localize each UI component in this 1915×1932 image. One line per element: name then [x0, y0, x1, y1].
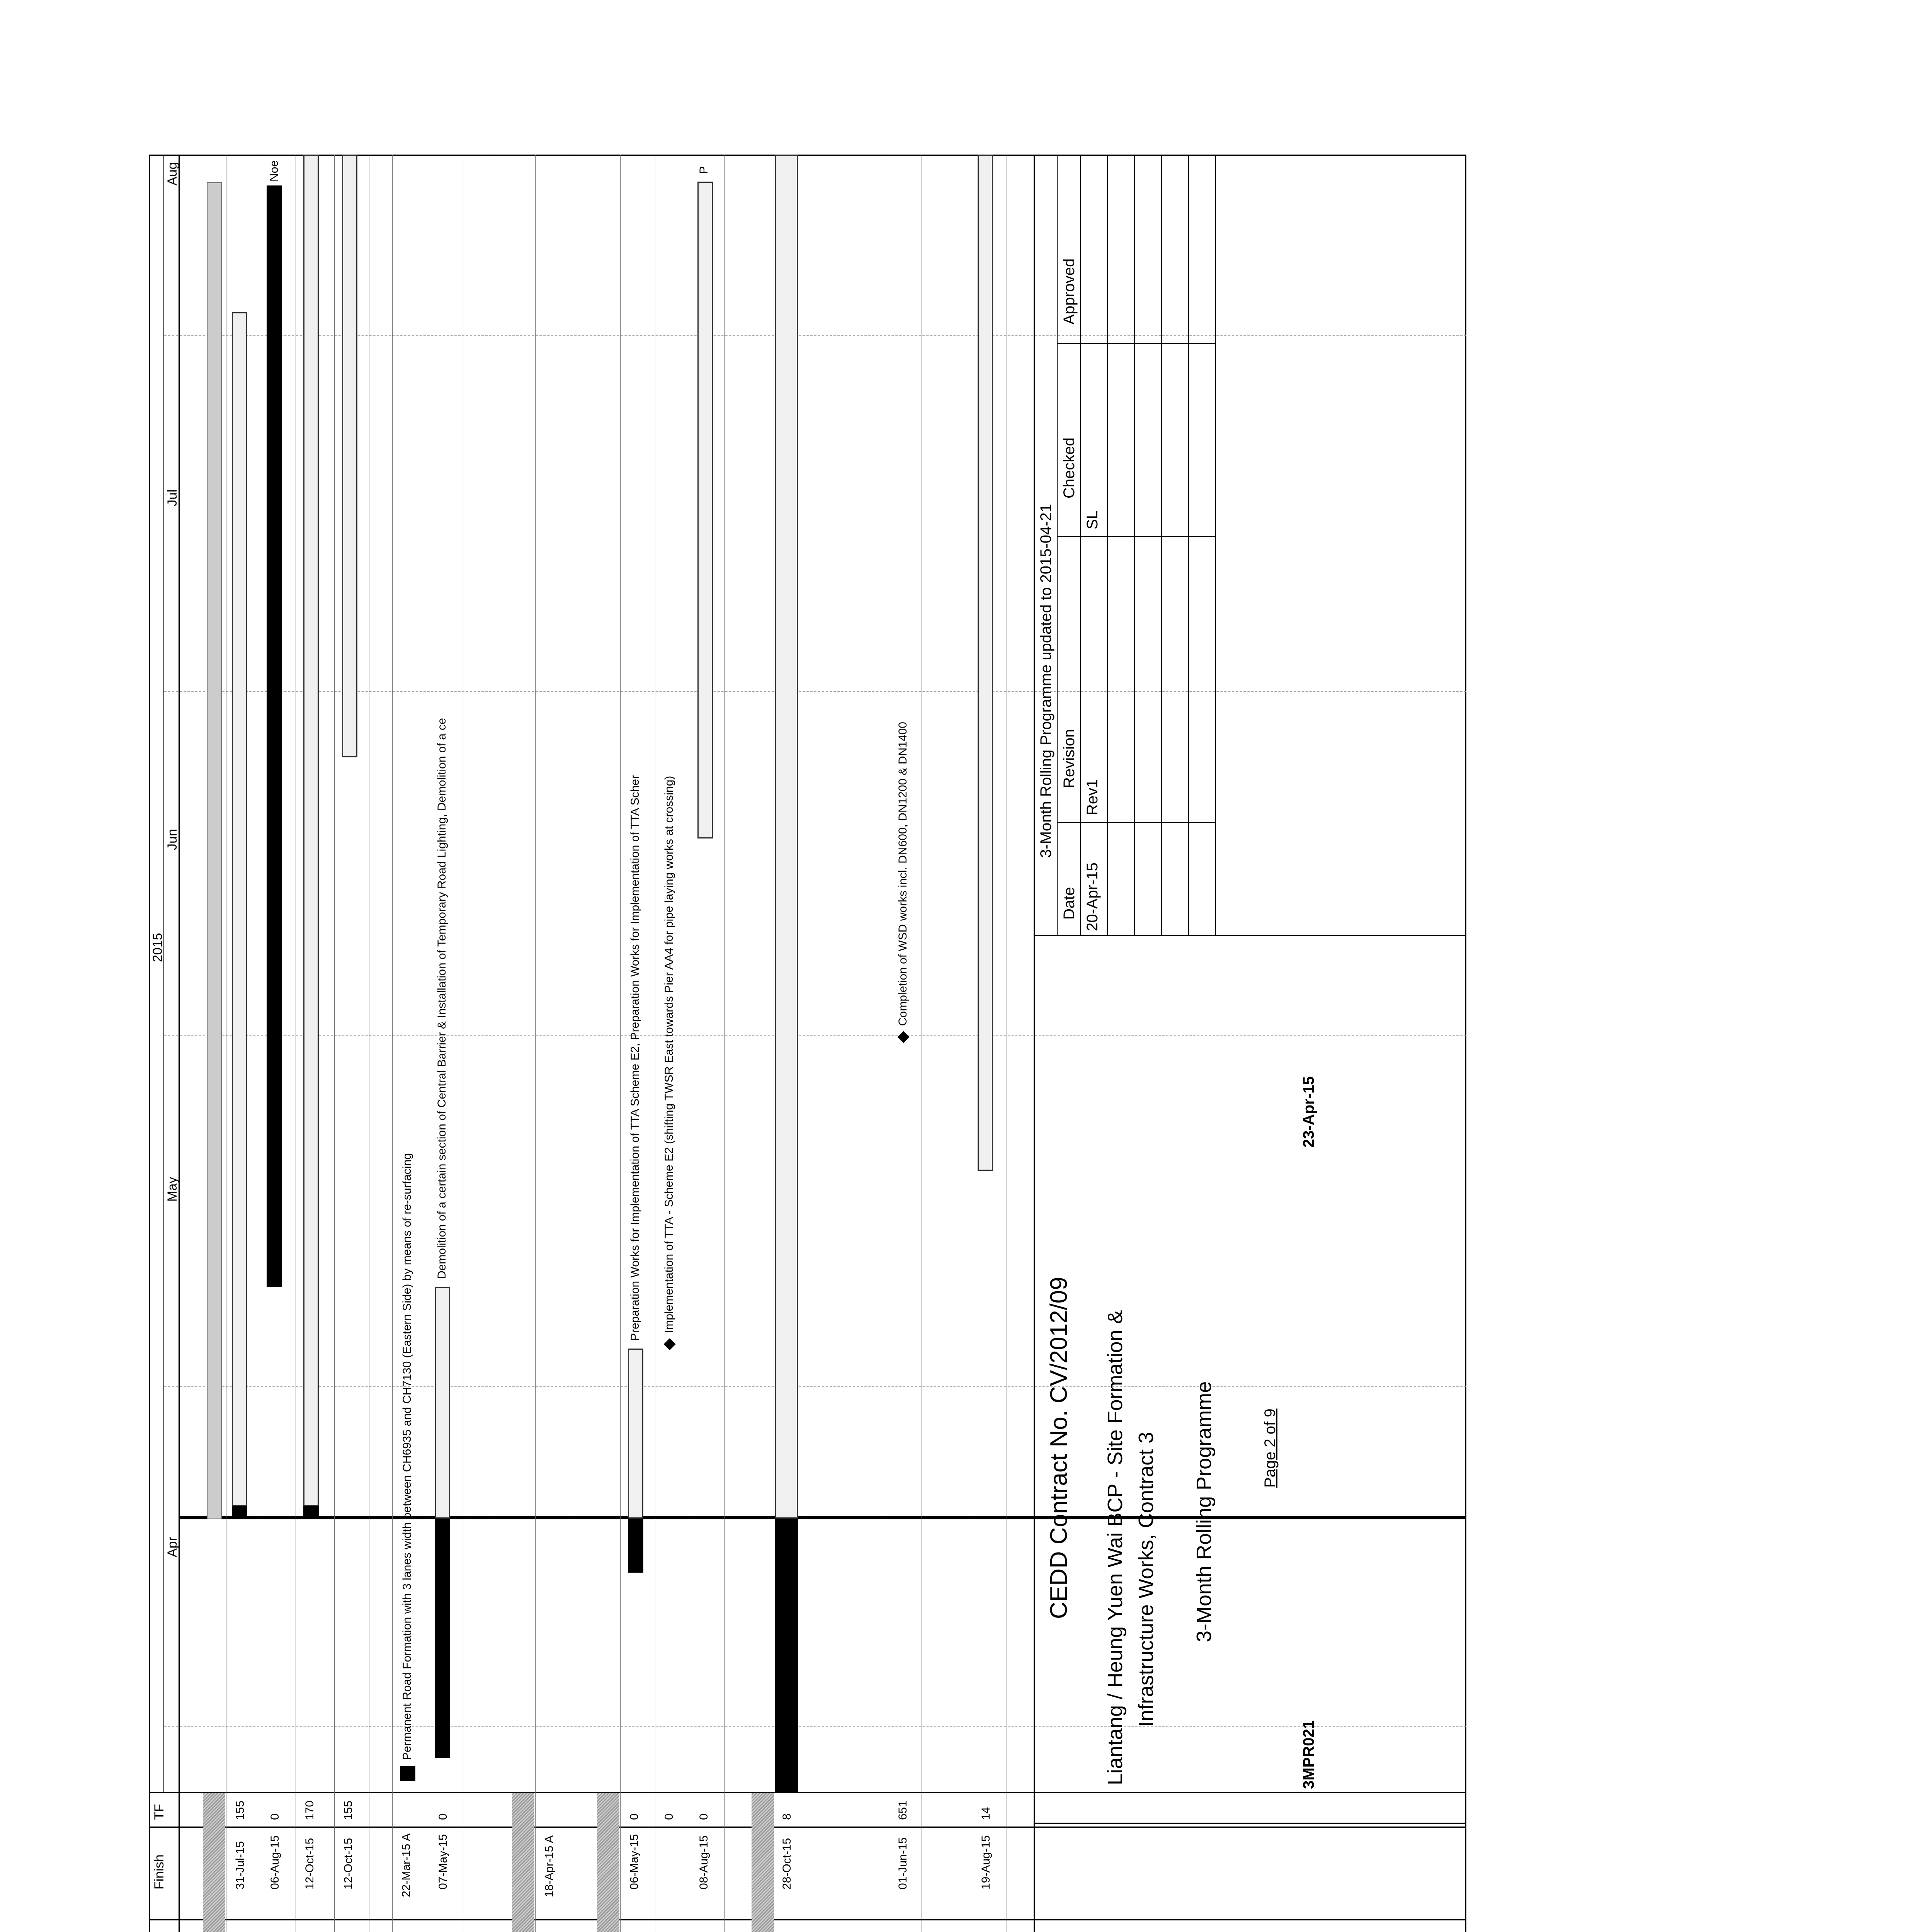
month-gridline — [164, 691, 1466, 692]
bar-label: Preparation Works for Implementation of TTA Scheme E2, Preparation Works for Implementation of TTA Scher — [629, 775, 641, 1341]
summary-band — [512, 1793, 534, 1932]
milestone-icon — [898, 1031, 910, 1043]
finish-date: 28-Oct-15 — [781, 1838, 793, 1889]
document-date: 23-Apr-15 — [1300, 1076, 1317, 1148]
remaining-work-bar — [628, 1349, 643, 1519]
finish-date: 06-May-15 — [628, 1834, 641, 1889]
finish-date: 12-Oct-15 — [342, 1838, 355, 1889]
remaining-work-bar — [435, 1287, 450, 1519]
rev-col-approved: Approved — [1061, 258, 1078, 325]
rev-col-checked: Checked — [1061, 437, 1078, 498]
finish-date: 22-Mar-15 A — [400, 1833, 413, 1897]
col-header-tf: TF — [152, 1804, 167, 1820]
month-jul: Jul — [165, 489, 180, 506]
rev-checked: SL — [1084, 510, 1101, 529]
bar-label: P — [697, 166, 710, 174]
divider — [149, 1827, 1466, 1828]
actual-work-bar — [232, 1506, 247, 1518]
finish-date: 07-May-15 — [437, 1834, 449, 1889]
finish-date: 19-Aug-15 — [980, 1835, 992, 1889]
total-float: 155 — [234, 1800, 247, 1820]
critical-remaining-bar — [628, 1519, 643, 1573]
total-float: 0 — [437, 1813, 449, 1820]
rotated-sheet — [149, 155, 1880, 1932]
remaining-work-bar — [232, 312, 247, 1506]
rev-col-date: Date — [1061, 887, 1078, 920]
rev-revision: Rev1 — [1084, 779, 1101, 815]
programme-title: 3-Month Rolling Programme — [1192, 1381, 1216, 1642]
rev-line — [1080, 155, 1081, 935]
finish-date: 08-Aug-15 — [697, 1835, 710, 1889]
finish-date: 01-Jun-15 — [896, 1837, 909, 1889]
month-apr: Apr — [165, 1537, 180, 1557]
critical-remaining-bar — [267, 185, 282, 1287]
total-float: 170 — [303, 1800, 316, 1820]
bar-label: Implementation of TTA - Scheme E2 (shifting TWSR East towards Pier AA4 for pipe laying works at crossing) — [663, 776, 675, 1333]
summary-bar — [207, 182, 222, 1519]
rev-col-revision: Revision — [1061, 729, 1078, 788]
title-block — [1034, 935, 1466, 1824]
bar-label: Completion of WSD works incl. DN600, DN1200 & DN1400 — [896, 722, 909, 1026]
actual-work-bar — [303, 1506, 319, 1518]
project-title-line1: Liantang / Heung Yuen Wai BCP - Site Formation & — [1104, 1310, 1127, 1785]
timescale-year: 2015 — [150, 933, 165, 962]
rev-line — [1107, 155, 1108, 935]
remaining-work-bar — [303, 155, 319, 1506]
total-float: 155 — [342, 1800, 355, 1820]
remaining-work-bar — [775, 155, 798, 1519]
divider — [149, 1919, 1466, 1920]
total-float: 14 — [980, 1807, 992, 1820]
row-divider — [535, 155, 536, 1932]
row-divider — [334, 155, 335, 1932]
summary-band — [203, 1793, 225, 1932]
remaining-work-bar — [697, 182, 713, 838]
rev-divider — [1057, 822, 1215, 823]
bar-label: Noe — [268, 160, 281, 182]
rev-divider — [1057, 343, 1215, 344]
total-float: 0 — [663, 1813, 675, 1820]
total-float: 0 — [697, 1813, 710, 1820]
bar-label: Demolition of a certain section of Central Barrier & Installation of Temporary Road Lighting, Demolition of a ce — [435, 718, 448, 1279]
total-float: 8 — [781, 1813, 793, 1820]
row-divider — [392, 155, 393, 1932]
col-header-finish: Finish — [152, 1854, 167, 1889]
finish-date: 06-Aug-15 — [269, 1835, 281, 1889]
total-float: 651 — [896, 1800, 909, 1820]
total-float: 0 — [628, 1813, 641, 1820]
milestone — [896, 722, 910, 1041]
finish-date: 12-Oct-15 — [303, 1838, 316, 1889]
summary-band — [597, 1793, 619, 1932]
actual-work-bar — [400, 1766, 415, 1781]
actual-work-bar — [775, 1519, 798, 1793]
month-gridline — [164, 335, 1466, 336]
remaining-work-bar — [978, 155, 993, 1171]
revision-heading: 3-Month Rolling Programme updated to 2015-04-21 — [1037, 503, 1054, 858]
rev-line — [1057, 155, 1058, 935]
timescale-year-band — [149, 155, 164, 1793]
finish-date: 31-Jul-15 — [234, 1841, 247, 1889]
rev-line — [1215, 155, 1216, 935]
rev-line — [1134, 155, 1135, 935]
page-number: Page 2 of 9 — [1262, 1408, 1279, 1488]
month-may: May — [165, 1177, 180, 1202]
rev-line — [1188, 155, 1189, 935]
rev-date: 20-Apr-15 — [1084, 862, 1101, 931]
total-float: 0 — [269, 1813, 281, 1820]
month-jun: Jun — [165, 829, 180, 850]
remaining-work-bar — [342, 155, 357, 757]
bar-label: Permanent Road Formation with 3 lanes width between CH6935 and CH7130 (Eastern Side) by means of re-surfacing — [401, 1153, 413, 1760]
document-number: 3MPR021 — [1300, 1720, 1317, 1789]
contract-number: CEDD Contract No. CV/2012/09 — [1046, 1277, 1072, 1619]
project-title-line2: Infrastructure Works, Contract 3 — [1134, 1432, 1158, 1727]
milestone-icon — [664, 1338, 676, 1350]
rev-line — [1161, 155, 1162, 935]
month-aug: Aug — [165, 162, 180, 185]
milestone — [663, 776, 676, 1349]
finish-date: 18-Apr-15 A — [543, 1835, 556, 1897]
summary-band — [752, 1793, 774, 1932]
rev-divider — [1057, 536, 1215, 537]
actual-work-bar — [435, 1519, 450, 1758]
row-divider — [620, 155, 621, 1932]
